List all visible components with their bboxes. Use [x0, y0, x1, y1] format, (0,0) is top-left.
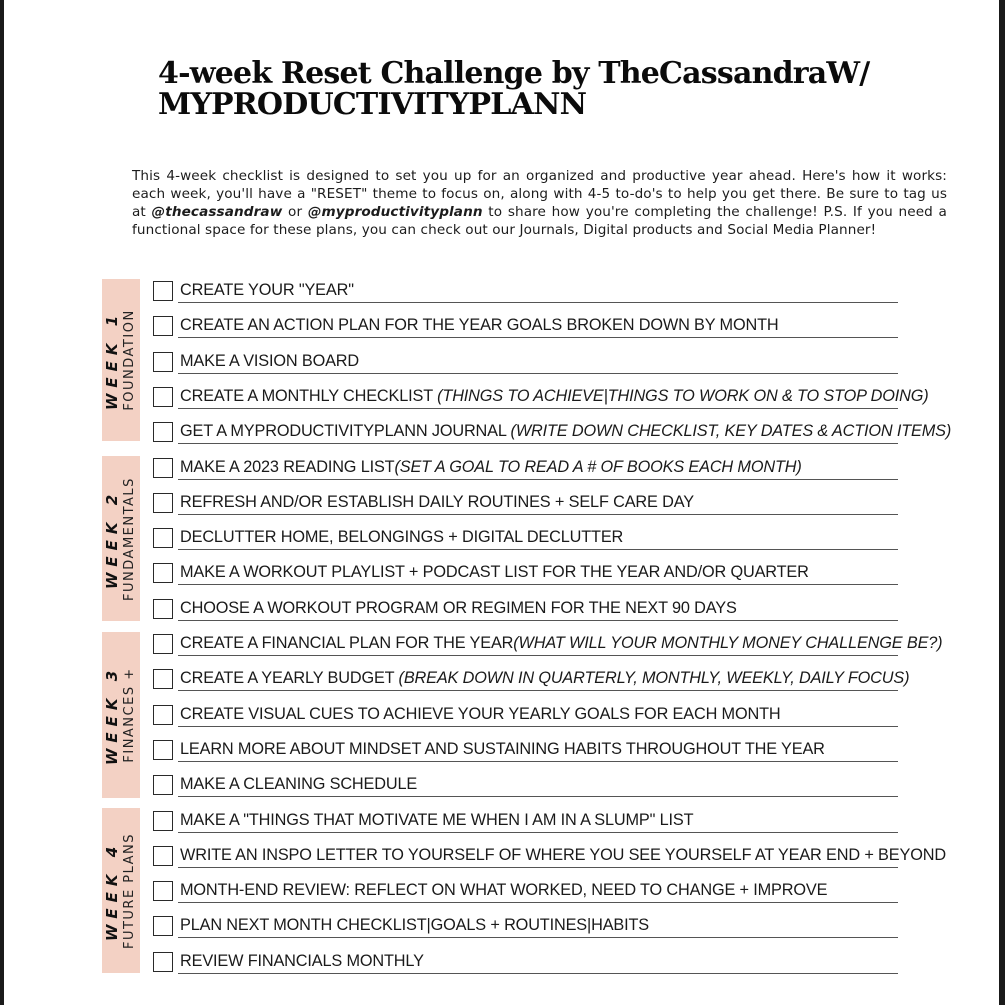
checklist-item-text — [180, 314, 779, 336]
checklist-item — [153, 738, 953, 764]
writing-line — [178, 726, 898, 727]
task-label: MAKE A CLEANING SCHEDULE — [180, 775, 418, 793]
page-edge-left — [0, 0, 4, 1005]
checklist-item — [153, 597, 953, 623]
writing-line — [178, 337, 898, 338]
writing-line — [178, 655, 898, 656]
task-label: MAKE A WORKOUT PLAYLIST + PODCAST LIST FOR THE YEAR AND/OR QUARTER — [180, 563, 809, 581]
week-theme: FUTURE PLANS — [122, 832, 137, 949]
checklist-item-text — [180, 279, 354, 301]
checklist-item-text — [180, 632, 942, 654]
checkbox[interactable] — [153, 669, 173, 689]
checkbox[interactable] — [153, 493, 173, 513]
checklist-item-text — [180, 385, 929, 407]
week-1-label — [104, 309, 138, 410]
task-label: CREATE VISUAL CUES TO ACHIEVE YOUR YEARLY GOALS FOR EACH MONTH — [180, 705, 781, 723]
checklist-item — [153, 491, 953, 517]
instagram-handle-myproductivityplann: @myproductivityplann — [307, 204, 483, 220]
task-label: CREATE YOUR "YEAR" — [180, 281, 354, 299]
task-label: REFRESH AND/OR ESTABLISH DAILY ROUTINES + SELF CARE DAY — [180, 493, 694, 511]
checklist-item-text — [180, 561, 809, 583]
week-number: WEEK 4 — [103, 840, 121, 941]
checklist-item-text — [180, 844, 946, 866]
checkbox[interactable] — [153, 528, 173, 548]
checklist-item — [153, 350, 953, 376]
writing-line — [178, 373, 898, 374]
task-note: (WRITE DOWN CHECKLIST, KEY DATES & ACTION ITEMS) — [510, 422, 952, 440]
week-4-label — [104, 832, 138, 948]
checklist-item — [153, 456, 953, 482]
week-number: WEEK 2 — [103, 488, 121, 589]
intro-text-1: This 4-week checklist is designed to set you up for an organized and productive year ahead. Here's how it works: each week, you'll have a "RESET" theme to focus on, along with 4-5 to-do's to help you get there. Be sure to tag us at — [132, 168, 947, 220]
task-note: (WHAT WILL YOUR MONTHLY MONEY CHALLENGE BE?) — [513, 634, 943, 652]
writing-line — [178, 902, 898, 903]
writing-line — [178, 832, 898, 833]
task-note: (BREAK DOWN IN QUARTERLY, MONTHLY, WEEKLY, DAILY FOCUS) — [398, 669, 910, 687]
checklist-item-text — [180, 526, 623, 548]
task-label: CREATE A MONTHLY CHECKLIST — [180, 387, 438, 405]
task-label: REVIEW FINANCIALS MONTHLY — [180, 952, 424, 970]
checkbox[interactable] — [153, 316, 173, 336]
checklist-item-text — [180, 420, 951, 442]
instagram-handle-thecassandraw: @thecassandraw — [151, 204, 283, 220]
checklist-item — [153, 914, 953, 940]
writing-line — [178, 584, 898, 585]
task-label: PLAN NEXT MONTH CHECKLIST|GOALS + ROUTINES|HABITS — [180, 916, 649, 934]
writing-line — [178, 937, 898, 938]
checkbox[interactable] — [153, 387, 173, 407]
week-theme: FOUNDATION — [122, 309, 137, 411]
task-label: GET A MYPRODUCTIVITYPLANN JOURNAL — [180, 422, 511, 440]
checklist-item-text — [180, 350, 359, 372]
checkbox[interactable] — [153, 705, 173, 725]
task-label: CHOOSE A WORKOUT PROGRAM OR REGIMEN FOR THE NEXT 90 DAYS — [180, 599, 737, 617]
task-label: MAKE A "THINGS THAT MOTIVATE ME WHEN I AM IN A SLUMP" LIST — [180, 811, 694, 829]
checkbox[interactable] — [153, 563, 173, 583]
checklist-item — [153, 526, 953, 552]
task-label: CREATE A FINANCIAL PLAN FOR THE YEAR — [180, 634, 514, 652]
checklist-item-text — [180, 950, 424, 972]
checkbox[interactable] — [153, 775, 173, 795]
writing-line — [178, 867, 898, 868]
week-number: WEEK 3 — [103, 664, 121, 766]
week-theme: FINANCES + — [122, 667, 137, 763]
title-line-2: MYPRODUCTIVITYPLANN — [158, 87, 587, 122]
task-label: MAKE A VISION BOARD — [180, 352, 360, 370]
week-2-band — [102, 456, 140, 621]
title-line-1: 4-week Reset Challenge by TheCassandraW/ — [158, 56, 870, 91]
checklist-item — [153, 420, 953, 446]
writing-line — [178, 479, 898, 480]
checkbox[interactable] — [153, 458, 173, 478]
writing-line — [178, 549, 898, 550]
task-note: (THINGS TO ACHIEVE|THINGS TO WORK ON & TO STOP DOING) — [437, 387, 929, 405]
intro-text-2: or — [282, 204, 308, 220]
checklist-item — [153, 703, 953, 729]
writing-line — [178, 514, 898, 515]
task-label: LEARN MORE ABOUT MINDSET AND SUSTAINING HABITS THROUGHOUT THE YEAR — [180, 740, 825, 758]
writing-line — [178, 973, 898, 974]
week-1-band — [102, 279, 140, 441]
writing-line — [178, 761, 898, 762]
page-title — [158, 58, 958, 120]
task-label: DECLUTTER HOME, BELONGINGS + DIGITAL DECLUTTER — [180, 528, 624, 546]
checkbox[interactable] — [153, 352, 173, 372]
task-label: MONTH-END REVIEW: REFLECT ON WHAT WORKED, NEED TO CHANGE + IMPROVE — [180, 881, 828, 899]
task-label: CREATE A YEARLY BUDGET — [180, 669, 399, 687]
checklist-item — [153, 632, 953, 658]
checkbox[interactable] — [153, 952, 173, 972]
checklist-item-text — [180, 703, 781, 725]
checkbox[interactable] — [153, 634, 173, 654]
writing-line — [178, 690, 898, 691]
checkbox[interactable] — [153, 811, 173, 831]
intro-text-3: to share how you're completing the challenge! P.S. If you need a functional space for these plans, you can check out our Journals, Digital products and Social Media Planner! — [132, 204, 947, 238]
checklist-item-text — [180, 597, 737, 619]
week-3-label — [104, 665, 138, 765]
task-label: MAKE A 2023 READING LIST — [180, 458, 395, 476]
checkbox[interactable] — [153, 846, 173, 866]
checklist-item-text — [180, 914, 649, 936]
checklist-item-text — [180, 667, 909, 689]
checklist-item-text — [180, 773, 417, 795]
checkbox[interactable] — [153, 599, 173, 619]
writing-line — [178, 443, 898, 444]
writing-line — [178, 796, 898, 797]
checklist-item-text — [180, 491, 694, 513]
writing-line — [178, 620, 898, 621]
page-edge-right — [999, 0, 1005, 1005]
task-note: (SET A GOAL TO READ A # OF BOOKS EACH MONTH) — [394, 458, 802, 476]
task-label: CREATE AN ACTION PLAN FOR THE YEAR GOALS BROKEN DOWN BY MONTH — [180, 316, 779, 334]
checklist-item — [153, 879, 953, 905]
writing-line — [178, 408, 898, 409]
checklist-item — [153, 773, 953, 799]
checklist-item — [153, 385, 953, 411]
checklist-item-text — [180, 809, 693, 831]
writing-line — [178, 302, 898, 303]
week-number: WEEK 1 — [103, 309, 121, 411]
checkbox[interactable] — [153, 422, 173, 442]
checklist-item — [153, 314, 953, 340]
week-3-band — [102, 632, 140, 798]
week-theme: FUNDAMENTALS — [122, 476, 137, 601]
checklist-item — [153, 667, 953, 693]
week-2-label — [104, 477, 138, 601]
checkbox[interactable] — [153, 916, 173, 936]
intro-paragraph — [132, 167, 947, 239]
checklist-item — [153, 950, 953, 976]
week-4-band — [102, 808, 140, 973]
checkbox[interactable] — [153, 881, 173, 901]
checkbox[interactable] — [153, 740, 173, 760]
checklist-item-text — [180, 456, 802, 478]
checklist-item-text — [180, 738, 825, 760]
checkbox[interactable] — [153, 281, 173, 301]
checklist-item — [153, 809, 953, 835]
task-label: WRITE AN INSPO LETTER TO YOURSELF OF WHERE YOU SEE YOURSELF AT YEAR END + BEYOND — [180, 846, 946, 864]
checklist-item — [153, 561, 953, 587]
checklist-item — [153, 279, 953, 305]
checklist-item — [153, 844, 953, 870]
checklist-item-text — [180, 879, 827, 901]
